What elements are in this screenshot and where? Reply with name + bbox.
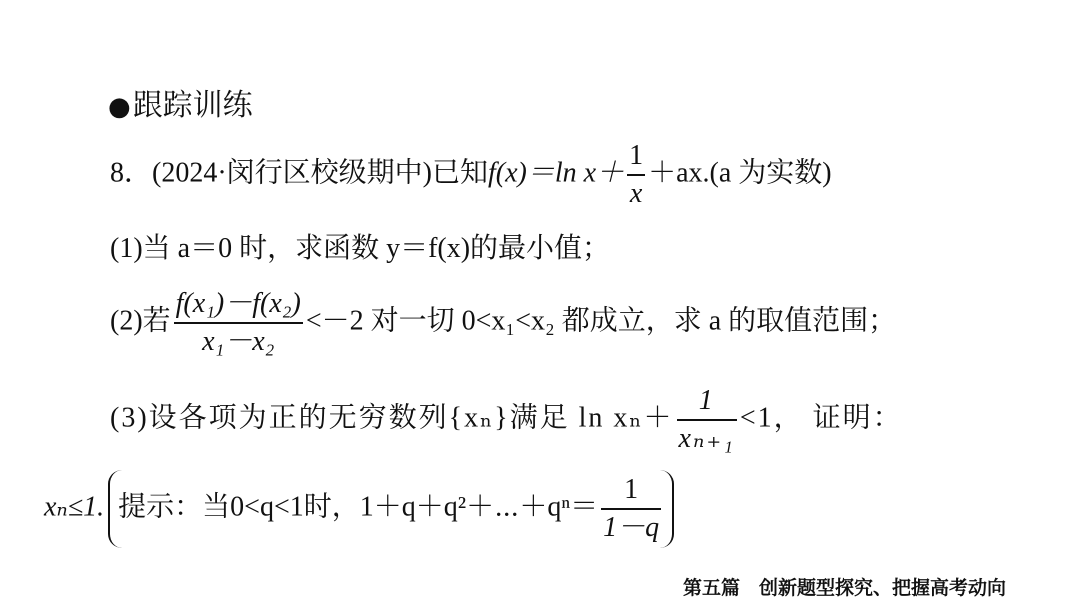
part-2-denominator: x₁－x₂ <box>202 326 275 358</box>
part-3 <box>110 385 903 455</box>
part-3-continuation <box>44 470 674 548</box>
section-title-text: 跟踪训练 <box>132 88 253 123</box>
hint-text: 提示：当0<q<1时，1＋q＋q²＋⋯＋qⁿ＝ <box>118 491 599 523</box>
part-3-fraction <box>677 385 737 455</box>
function-fraction <box>627 140 645 210</box>
problem-intro: 已知 <box>432 157 489 189</box>
part-2 <box>110 288 896 358</box>
part-2-prefix: (2)若 <box>110 305 171 337</box>
header-title: 高考二轮复习专题·数学 <box>84 30 281 51</box>
hint-box <box>108 470 674 548</box>
part-3-prefix: (3)设各项为正的无穷数列{xₙ}满足 ln xₙ＋ <box>110 402 674 434</box>
part-2-fraction <box>174 288 303 358</box>
problem-number: 8． <box>110 157 153 189</box>
function-definition: f(x)＝ln x＋ <box>488 157 625 189</box>
part-3-numerator: 1 <box>677 385 737 421</box>
hint-denominator: 1－q <box>603 512 660 544</box>
problem-source: (2024·闵行区校级期中) <box>152 157 432 189</box>
part-3-conclusion: xₙ≤1. <box>44 491 105 523</box>
footer-chapter-title: 第五篇 创新题型探究、把握高考动向 <box>682 577 1006 599</box>
function-fraction-numerator: 1 <box>627 140 645 176</box>
function-fraction-denominator: x <box>629 178 643 210</box>
part-1: (1)当 a＝0 时，求函数 y＝f(x)的最小值； <box>110 233 611 264</box>
problem-statement <box>110 140 832 210</box>
part-2-suffix: <－2 对一切 0<x₁<x₂ 都成立，求 a 的取值范围； <box>305 305 897 337</box>
hint-fraction <box>601 474 661 544</box>
function-tail: ＋ax.(a 为实数) <box>648 157 832 189</box>
part-3-suffix: <1， 证明： <box>739 402 903 434</box>
part-3-denominator: xₙ₊₁ <box>678 423 735 455</box>
section-heading <box>108 80 253 124</box>
bullet-icon: ● <box>108 92 131 122</box>
part-2-numerator: f(x₁)－f(x₂) <box>174 288 303 324</box>
hint-numerator: 1 <box>601 474 661 510</box>
